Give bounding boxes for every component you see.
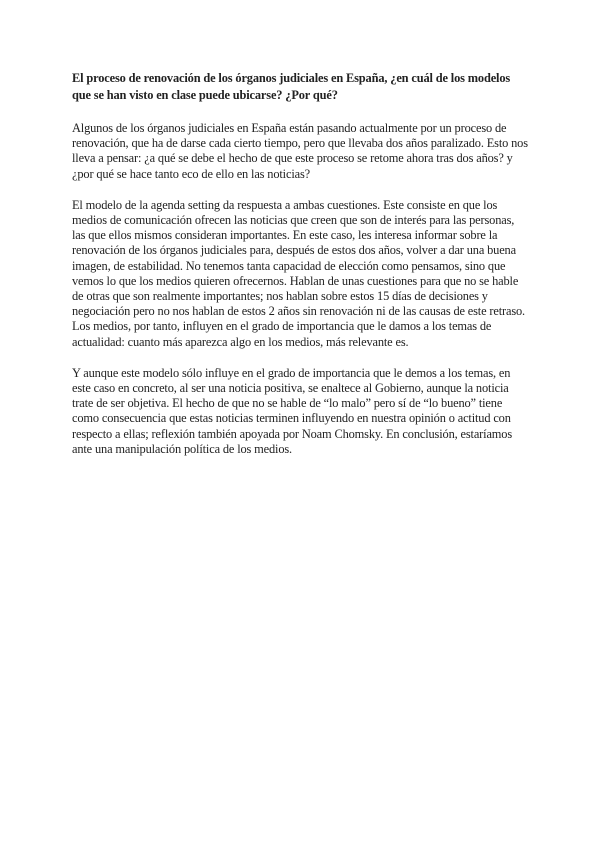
paragraph: Y aunque este modelo sólo influye en el grado de importancia que le demos a los temas, en este caso en concreto, al ser una noticia positiva, se enaltece al Gobierno, aunque la noticia trate de ser objetiva. El hecho de que no se hable de “lo malo” pero sí de “lo bueno” tiene como consecuencia que estas noticias terminen influyendo en nuestra opinión o actitud con respecto a ellas; reflexión también apoyada por Noam Chomsky. En conclusión, estaríamos ante una manipulación política de los medios.: [72, 365, 512, 456]
document-title: El proceso de renovación de los órganos judiciales en España, ¿en cuál de los modelos que se han visto en clase puede ubicarse? ¿Por qué?: [72, 71, 511, 102]
paragraph: El modelo de la agenda setting da respuesta a ambas cuestiones. Este consiste en que los medios de comunicación ofrecen las noticias que creen que son de interés para las personas, las que ellos mismos consideran importantes. En este caso, les interesa informar sobre la renovación de los órganos judiciales para, después de estos dos años, volver a dar una buena imagen, de estabilidad. No tenemos tanta capacidad de elección como pensamos, sino que vemos lo que los medios quieren ofrecernos. Hablan de unas cuestiones para que no se hable de otras que son realmente importantes; nos hablan sobre estos 15 días de decisiones y negociación pero no nos hablan de estos 2 años sin renovación ni de las causas de este retraso. Los medios, por tanto, influyen en el grado de importancia que le damos a los temas de actualidad: cuanto más aparezca algo en los medios, más relevante es.: [72, 197, 526, 349]
paragraph: Algunos de los órganos judiciales en España están pasando actualmente por un proceso de renovación, que ha de darse cada cierto tiempo, pero que llevaba dos años paralizado. Esto nos lleva a pensar: ¿a qué se debe el hecho de que este proceso se retome ahora tras dos años? y ¿por qué se hace tanto eco de ello en las noticias?: [72, 121, 528, 181]
document-body: [72, 70, 530, 473]
